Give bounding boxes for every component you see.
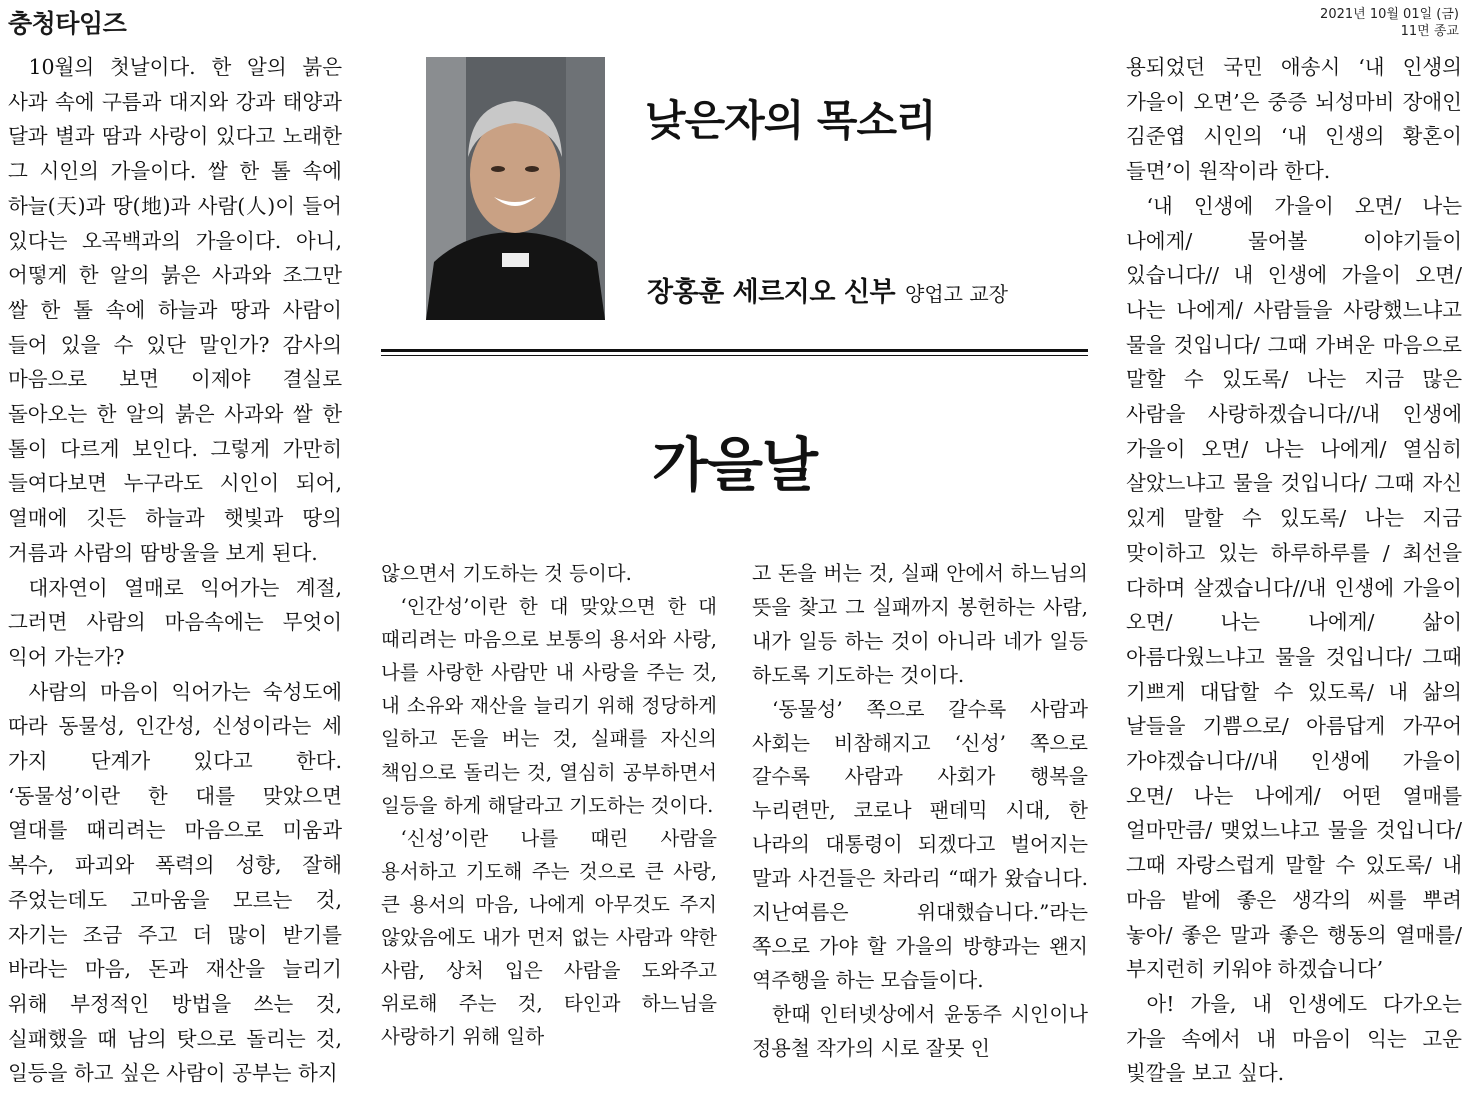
article-column-1 <box>8 50 342 1100</box>
paragraph: 고 돈을 버는 것, 실패 안에서 하느님의 뜻을 찾고 그 실패까지 봉헌하는 사람, 내가 일등 하는 것이 아니라 네가 일등 하도록 기도하는 것이다. <box>752 561 1088 687</box>
article-title: 가을날 <box>651 431 818 499</box>
column-name: 낮은자의 목소리 <box>645 96 936 145</box>
paragraph: 한때 인터넷상에서 윤동주 시인이나 정용철 작가의 시로 잘못 인 <box>752 1001 1088 1060</box>
paragraph: 아! 가을, 내 인생에도 다가오는 가을 속에서 내 마음이 익는 고운 빛깔을 보고 싶다. <box>1126 991 1462 1086</box>
paragraph: 대자연이 열매로 익어가는 계절, 그러면 사람의 마음속에는 무엇이 익어 가는가? <box>8 575 342 669</box>
paragraph: ‘동물성’ 쪽으로 갈수록 사람과 사회는 비참해지고 ‘신성’ 쪽으로 갈수록 사람과 사회가 행복을 누리련만, 코로나 팬데믹 시대, 한 나라의 대통령이 되겠다고 벌어지는 말과 사건들은 차라리 “때가 왔습니다. 지난여름은 위대했습니다.”라는 쪽으로 가야 할 가을의 방향과는 왠지 역주행을 하는 모습들이다. <box>752 696 1088 992</box>
article-column-2 <box>381 557 717 1097</box>
byline <box>647 270 1008 309</box>
paragraph: ‘내 인생에 가을이 오면/ 나는 나에게/ 물어볼 이야기들이 있습니다// 내 인생에 가을이 오면/ 나는 나에게/ 사람들을 사랑했느냐고 물을 것입니다/ 그때 가벼운 마음으로 말할 수 있도록/ 나는 지금 많은 사람을 사랑하겠습니다//내 인생에 가을이 오면/ 나는 나에게/ 열심히 살았느냐고 물을 것입니다/ 그때 자신 있게 말할 수 있도록/ 나는 지금 맞이하고 있는 하루하루를 / 최선을 다하며 살겠습니다//내 인생에 가을이 오면/ 나는 나에게/ 삶이 아름다웠느냐고 물을 것입니다/ 그때 기쁘게 대답할 수 있도록/ 내 삶의 날들을 기쁨으로/ 아름답게 가꾸어 가야겠습니다//내 인생에 가을이 오면/ 나는 나에게/ 어떤 열매를 얼마만큼/ 맺었느냐고 물을 것입니다/ 그때 자랑스럽게 말할 수 있도록/ 내 마음 밭에 좋은 생각의 씨를 뿌려 놓아/ 좋은 말과 좋은 행동의 열매를/ 부지런히 키워야 하겠습니다’ <box>1126 193 1462 982</box>
author-portrait-icon <box>426 57 605 320</box>
issue-date: 2021년 10월 01일 (금) <box>1320 7 1459 22</box>
paragraph: 10월의 첫날이다. 한 알의 붉은 사과 속에 구름과 대지와 강과 태양과 달과 별과 땀과 사랑이 있다고 노래한 그 시인의 가을이다. 쌀 한 톨 속에 하늘(天)과 땅(地)과 사람(人)이 들어 있다는 오곡백과의 가을이다. 아니, 어떻게 한 알의 붉은 사과와 조그만 쌀 한 톨 속에 하늘과 땅과 사람이 들어 있을 수 있단 말인가? 감사의 마음으로 보면 이제야 결실로 돌아오는 한 알의 붉은 사과와 쌀 한 톨이 다르게 보인다. 그렇게 가만히 들여다보면 누구라도 시인이 되어, 열매에 깃든 하늘과 햇빛과 땅의 거름과 사람의 땀방울을 보게 된다. <box>8 55 342 565</box>
paragraph: 용되었던 국민 애송시 ‘내 인생의 가을이 오면’은 중증 뇌성마비 장애인 김준엽 시인의 ‘내 인생의 황혼이 들면’이 원작이라 한다. <box>1126 55 1462 184</box>
author-name: 장홍훈 세르지오 신부 <box>647 277 896 308</box>
divider <box>381 355 1088 356</box>
paragraph: 사람의 마음이 익어가는 숙성도에 따라 동물성, 인간성, 신성이라는 세 가지 단계가 있다고 한다. ‘동물성’이란 한 대를 맞았으면 열대를 때리려는 마음으로 미움과 복수, 파괴와 폭력의 성향, 잘해 주었는데도 고마움을 모르는 것, 자기는 조금 주고 더 많이 받기를 바라는 마음, 돈과 재산을 늘리기 위해 부정적인 방법을 쓰는 것, 실패했을 때 남의 탓으로 돌리는 것, 일등을 하고 싶은 사람이 공부는 하지 <box>8 679 342 1086</box>
paragraph: ‘인간성’이란 한 대 맞았으면 한 대 때리려는 마음으로 보통의 용서와 사랑, 나를 사랑한 사람만 내 사랑을 주는 것, 내 소유와 재산을 늘리기 위해 정당하게 일하고 돈을 버는 것, 실패를 자신의 책임으로 돌리는 것, 열심히 공부하면서 일등을 하게 해달라고 기도하는 것이다. <box>381 595 717 817</box>
paragraph: 않으면서 기도하는 것 등이다. <box>381 562 632 585</box>
article-column-3 <box>752 557 1088 1097</box>
author-role: 양업고 교장 <box>905 282 1009 306</box>
masthead: 충청타임즈 <box>8 9 127 38</box>
issue-page: 11면 종교 <box>1400 24 1459 39</box>
issue-info <box>1320 6 1459 40</box>
divider <box>381 349 1088 352</box>
article-column-4 <box>1126 50 1462 1100</box>
paragraph: ‘신성’이란 나를 때린 사람을 용서하고 기도해 주는 것으로 큰 사랑, 큰 용서의 마음, 나에게 아무것도 주지 않았음에도 내가 먼저 없는 사람과 약한 사람, 상처 입은 사람을 도와주고 위로해 주는 것, 타인과 하느님을 사랑하기 위해 일하 <box>381 826 717 1049</box>
